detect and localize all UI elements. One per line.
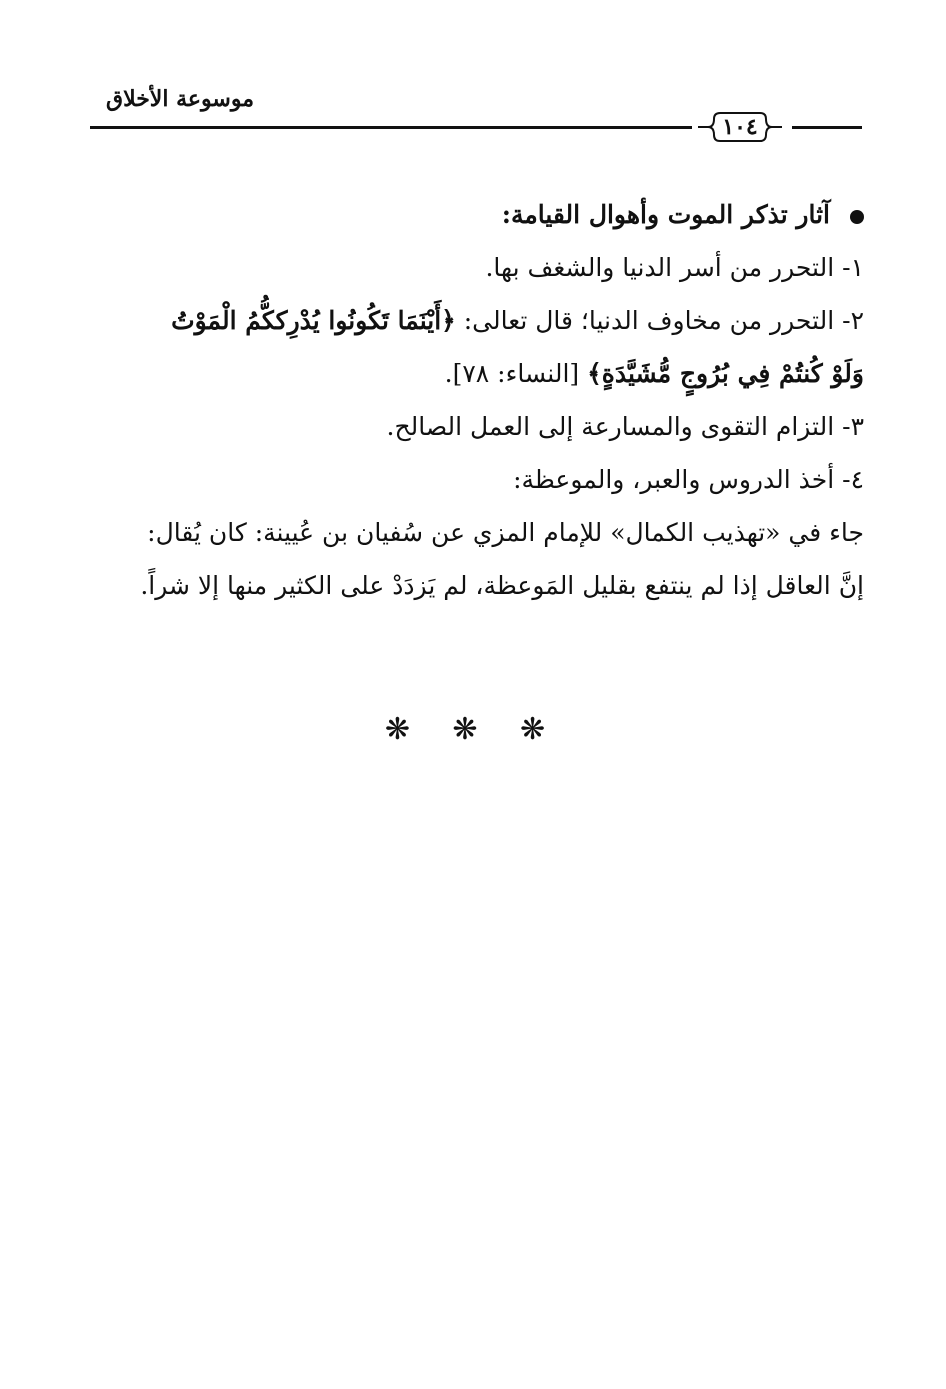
header-rule	[90, 126, 692, 129]
quote-line-2: إنَّ العاقل إذا لم ينتفع بقليل المَوعظة، لم يَزدَدْ على الكثير منها إلا شراً.	[140, 571, 864, 600]
section-heading	[96, 188, 864, 241]
list-item-4: ٤- أخذ الدروس والعبر، والموعظة:	[513, 465, 864, 494]
list-item-3: ٣- التزام التقوى والمسارعة إلى العمل الصالح.	[386, 412, 864, 441]
bullet-icon	[850, 210, 864, 224]
verse-reference: [النساء: ٧٨].	[444, 359, 588, 388]
list-item-2-intro: ٢- التحرر من مخاوف الدنيا؛ قال تعالى:	[455, 306, 864, 335]
list-item-2	[96, 294, 864, 347]
list-item-1: ١- التحرر من أسر الدنيا والشغف بها.	[485, 253, 864, 282]
list-item-2-continued	[96, 347, 864, 400]
section-separator: ❋ ❋ ❋	[384, 712, 562, 747]
book-title: موسوعة الأخلاق	[106, 86, 254, 112]
page-body	[96, 188, 864, 612]
quran-verse-part2: وَلَوْ كُنتُمْ فِي بُرُوجٍ مُّشَيَّدَةٍ﴾	[587, 359, 864, 388]
page-number-frame	[696, 109, 784, 145]
quran-verse-part1: ﴿أَيْنَمَا تَكُونُوا يُدْرِككُّمُ الْمَوْتُ	[171, 306, 456, 335]
page-header	[90, 80, 862, 140]
page-number: ١٠٤	[722, 114, 758, 140]
section-heading-text: آثار تذكر الموت وأهوال القيامة:	[501, 200, 830, 229]
header-rule-right	[792, 126, 862, 129]
quote-line-1: جاء في «تهذيب الكمال» للإمام المزي عن سُفيان بن عُيينة: كان يُقال:	[147, 518, 864, 547]
